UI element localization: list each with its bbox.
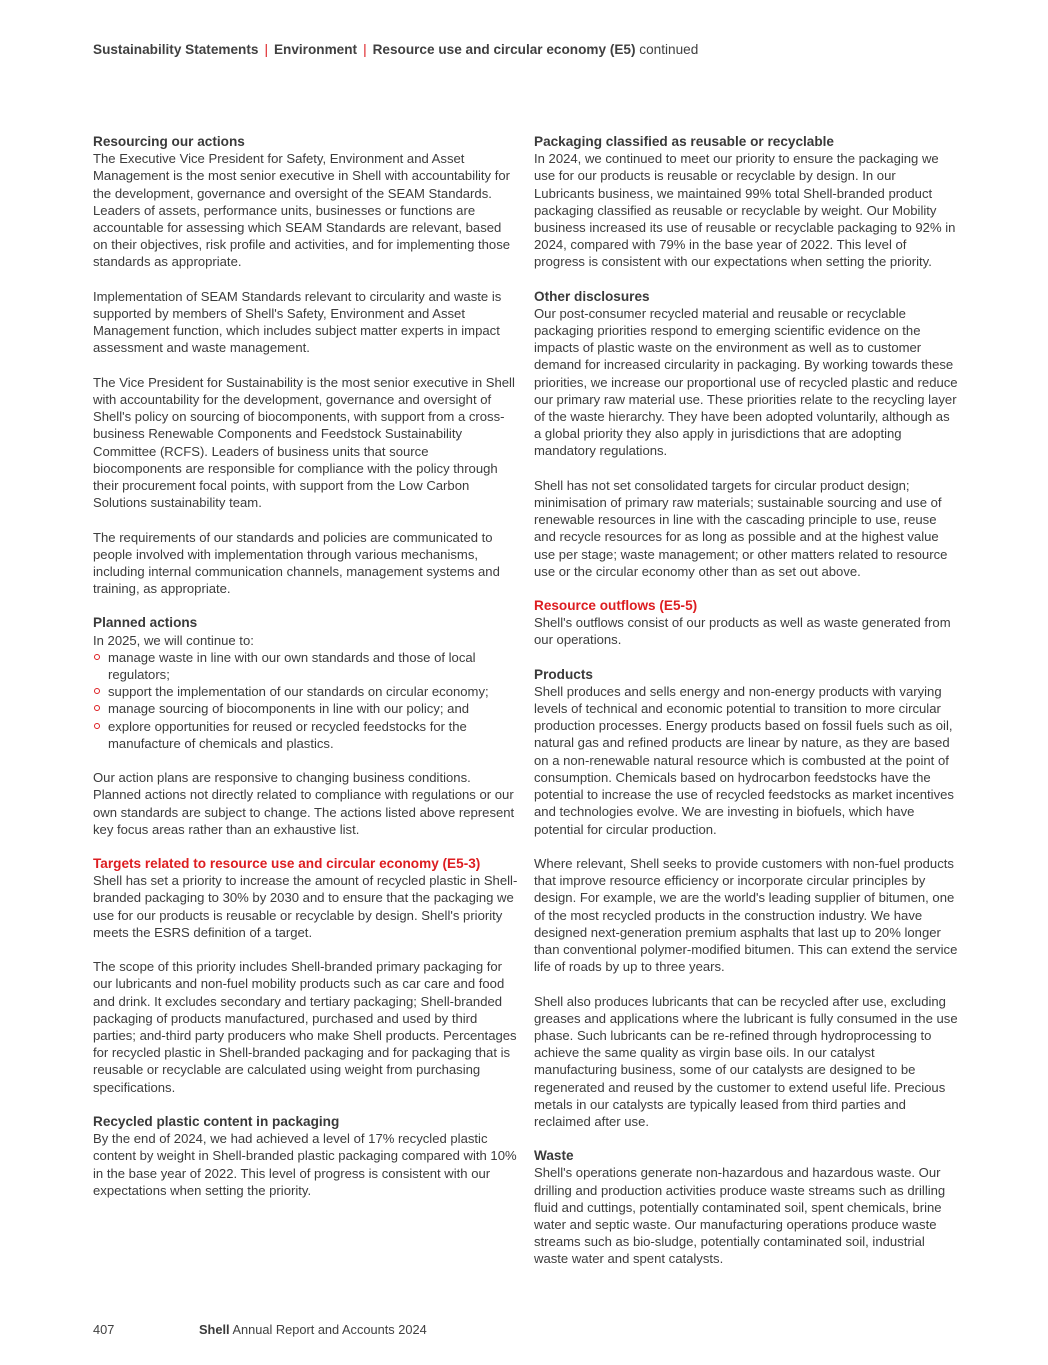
section-waste <box>534 1147 958 1267</box>
paragraph: Shell's outflows consist of our products as well as waste generated from our operations. <box>534 615 951 648</box>
section-other-disclosures <box>534 288 958 580</box>
section-targets <box>93 855 519 1096</box>
breadcrumb-separator: | <box>363 42 367 57</box>
paragraph: In 2024, we continued to meet our priority to ensure the packaging we use for our products is reusable or recyclable by design. In our Lubricants business, we maintained 99% total Shell-branded product packaging classified as reusable or recyclable by weight. Our Mobility business increased its use of reusable or recyclable packaging to 92% in 2024, compared with 79% in the base year of 2022. This level of progress is consistent with our expectations when setting the priority. <box>534 151 956 270</box>
page-footer <box>93 1322 427 1337</box>
breadcrumb-item-environment[interactable]: Environment <box>273 42 358 57</box>
breadcrumb-separator: | <box>264 42 268 57</box>
bullet-icon <box>94 723 100 729</box>
section-products <box>534 666 958 1130</box>
bullet-icon <box>94 705 100 711</box>
spacer <box>93 752 519 769</box>
paragraph: Shell has set a priority to increase the amount of recycled plastic in Shell-branded packaging to 30% by 2030 and to ensure that the packaging we use for our products is reusable or recyclable by design. Shell's priority meets the ESRS definition of a target. <box>93 873 518 940</box>
paragraph: The Vice President for Sustainability is the most senior executive in Shell with accountability for the development, governance and oversight of Shell's policy on sourcing of biocomponents, with support from a cross-business Renewable Components and Feedstock Sustainability Committee (RCFS). Leaders of business units that source biocomponents are responsible for compliance with the policy through their procurement focal points, with support from the Low Carbon Solutions sustainability team. <box>93 374 515 511</box>
section-heading-planned-actions: Planned actions <box>93 615 198 631</box>
paragraph: Implementation of SEAM Standards relevant to circularity and waste is supported by members of Shell's Safety, Environment and Asset Management function, which includes subject matter experts in impact assessment and waste management. <box>93 288 502 356</box>
paragraph: The Executive Vice President for Safety, Environment and Asset Management is the most senior executive in Shell with accountability for the development, governance and oversight of the SEAM Standards. Leaders of assets, performance units, businesses or functions are accountable for assessing which SEAM Standards are relevant, based on their objectives, risk profile and activities, and for implementing those standards as appropriate. <box>93 151 511 270</box>
report-title: Annual Report and Accounts 2024 <box>232 1322 427 1337</box>
section-heading-resourcing: Resourcing our actions <box>93 134 245 149</box>
paragraph: Shell's operations generate non-hazardous and hazardous waste. Our drilling and production activities produce waste streams such as drilling fluid and cuttings, potentially contaminated soil, spent chemicals, brine water and septic waste. Our manufacturing operations produce waste streams such as bio-sludge, potentially contaminated soil, industrial waste water and spent catalysts. <box>534 1165 946 1267</box>
paragraph: Shell also produces lubricants that can be recycled after use, excluding greases and applications where the lubricant is fully consumed in the use phase. Such lubricants can be re-refined through hydroprocessing to achieve the same quality as virgin base oils. In our catalyst manufacturing business, some of our catalysts are designed to be regenerated and reused by the customer to extend useful life. Precious metals in our catalysts are typically leased from third parties and reclaimed after use. <box>534 993 958 1129</box>
paragraph: Our action plans are responsive to changing business conditions. Planned actions not directly related to compliance with regulations or our own standards are subject to change. The actions listed above represent key focus areas rather than an exhaustive list. <box>93 770 515 837</box>
bullet-icon <box>94 654 100 660</box>
paragraph: Shell produces and sells energy and non-energy products with varying levels of technical and economic potential to transition to more circular production processes. Energy products based on fossil fuels such as oil, natural gas and refined products are linear by nature, as they are based on a non-renewable natural resource which is combusted at the point of consumption. Chemicals based on hydrocarbon feedstocks have the potential to increase the use of recycled feedstocks as market incentives and technologies evolve. We are investing in biofuels, which have potential for circular production. <box>534 683 954 837</box>
breadcrumb-item-sustainability-statements[interactable]: Sustainability Statements <box>93 42 259 57</box>
paragraph: In 2025, we will continue to: <box>93 632 254 648</box>
breadcrumb-continued-label: continued <box>639 42 699 57</box>
planned-actions-list <box>93 649 519 752</box>
left-column <box>93 133 519 1216</box>
section-packaging <box>534 133 958 271</box>
section-heading-targets: Targets related to resource use and circular economy (E5-3) <box>93 856 481 872</box>
section-heading-waste: Waste <box>534 1148 574 1164</box>
bullet-icon <box>94 688 100 694</box>
section-planned-actions <box>93 614 519 838</box>
section-heading-recycled-plastic: Recycled plastic content in packaging <box>93 1113 340 1129</box>
brand-name: Shell <box>199 1322 230 1337</box>
paragraph: By the end of 2024, we had achieved a level of 17% recycled plastic content by weight in Shell-branded plastic packaging compared with 10% in the base year of 2022. This level of progress is consistent with our expectations when setting the priority. <box>93 1131 517 1198</box>
right-column <box>534 133 958 1285</box>
section-resource-outflows <box>534 597 958 649</box>
paragraph: Where relevant, Shell seeks to provide customers with non-fuel products that improve resource efficiency or incorporate circular principles by design. For example, we are the world's leading supplier of bitumen, one of the most recycled products in the construction industry. We have designed next-generation premium asphalts that last up to 20% longer than conventional polymer-modified bitumen. This can extend the service life of roads by up to three years. <box>534 855 958 975</box>
section-heading-packaging: Packaging classified as reusable or recyclable <box>534 134 834 149</box>
list-item: explore opportunities for reused or recycled feedstocks for the manufacture of chemicals and plastics. <box>93 718 519 752</box>
breadcrumb-item-resource-use[interactable]: Resource use and circular economy (E5) <box>372 42 636 57</box>
page-number: 407 <box>93 1322 115 1337</box>
section-recycled-plastic <box>93 1113 519 1199</box>
list-item: support the implementation of our standards on circular economy; <box>93 683 519 700</box>
list-item: manage waste in line with our own standards and those of local regulators; <box>93 649 519 683</box>
breadcrumb <box>93 42 698 57</box>
paragraph: The requirements of our standards and policies are communicated to people involved with implementation through various mechanisms, including internal communication channels, management systems and training, as appropriate. <box>93 529 500 597</box>
section-heading-resource-outflows: Resource outflows (E5-5) <box>534 598 698 614</box>
list-item: manage sourcing of biocomponents in line with our policy; and <box>93 700 519 717</box>
section-heading-other-disclosures: Other disclosures <box>534 288 650 304</box>
paragraph: Our post-consumer recycled material and reusable or recyclable packaging priorities respond to emerging scientific evidence on the impacts of plastic waste on the environment as well as to customer demand for increased circularity in packaging. By working towards these priorities, we increase our proportional use of recycled plastic and reduce our primary raw material use. These priorities relate to the recycling layer of the waste hierarchy. They have been adopted voluntarily, although as a global priority they also apply in jurisdictions that are adopting mandatory regulations. <box>534 305 958 459</box>
section-heading-products: Products <box>534 666 593 682</box>
paragraph: The scope of this priority includes Shell-branded primary packaging for our lubricants and non-fuel mobility products such as car care and food and drink. It excludes secondary and tertiary packaging; Shell-branded packaging of products manufactured, purchased and used by third parties; and-third party producers who make Shell products. Percentages for recycled plastic in Shell-branded packaging and for packaging that is reusable or recyclable are calculated using weight from purchasing specifications. <box>93 959 517 1095</box>
paragraph: Shell has not set consolidated targets for circular product design; minimisation of primary raw materials; sustainable sourcing and use of renewable resources in line with the cascading principle to use, reuse and recycle resources for as long as possible and at the highest value use per stage; waste management; or other matters related to resource use or the circular economy other than as set out above. <box>534 477 948 579</box>
section-resourcing <box>93 133 519 597</box>
